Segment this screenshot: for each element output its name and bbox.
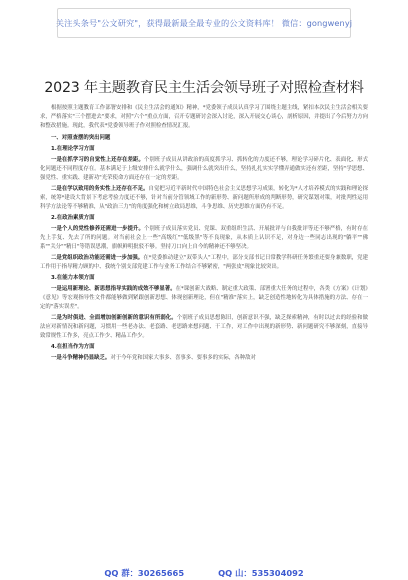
paragraph-lead: 一是个人的党性修养还需进一步提升。 (51, 226, 144, 232)
body-paragraph (40, 225, 368, 252)
subsection-heading: 2.在政治素质方面 (51, 215, 95, 221)
paragraph-lead: 二是为时俱进、全面增加创新创新的意识有所弱化。 (51, 315, 177, 321)
promo-banner-text: 关注头条号"公文研究"，获得最新最全最专业的公文资料库！ 微信：gongwenyj (55, 17, 353, 28)
paragraph-text: 在*党委推动建立"双带头人"工程中，部分支部书记日常教学科研任务繁重还要身兼数职，党建工作用于指导精力顾的中、我统个别支部党建工作与业务工作结合不够紧密，"两张皮"现象比较突出。 (40, 255, 368, 270)
paragraph-lead: 一是在抓学习的自觉性上还存在差距。 (51, 157, 144, 163)
body-paragraph (40, 104, 368, 131)
body-paragraph (40, 314, 368, 341)
paragraph-lead: 二是在学以致用的务实性上还存在不足。 (51, 186, 149, 192)
document-body (40, 104, 368, 365)
body-paragraph (40, 254, 368, 272)
paragraph-text: 自觉把习近平新时代中国特色社会主义思想学习成果，转化为*人才培养模式的实践和理论探索，统筹*建设大背景下考虑考验力度还不够，针对当前分管领域工作的新形势、新问题所形成的判断形势，研究谋划对策，对批判性运用科学方法论等不够精准，从"政治三力"的角度强化和树立政局思维，斗争思维、历史思维方面仍有不足。 (40, 186, 368, 210)
bottom-contact-bar (0, 566, 408, 580)
body-paragraph (40, 285, 368, 312)
body-paragraph (40, 185, 368, 212)
subsection-heading: 1.在理论学习方面 (51, 146, 95, 152)
paragraph-text: 对于今年党和国家大事多、喜事多、要事多的实际，各种敌对 (110, 355, 256, 361)
subsection-heading: 3.在能力本领方面 (51, 275, 95, 281)
qq-group-1: QQ 群：30265665 (104, 568, 185, 578)
promo-banner (57, 8, 351, 38)
section-heading: 一、对照查摆的突出问题 (51, 135, 111, 141)
paragraph-text: 在*课创新大战略、制定重大政策、部署重大任务的过程中，各类《方案》《计划》《意见》等宏观指导性文件都能够做到紧跟创新思想、体现创新理论，但在"精准"落实上，缺乏创造性地转化为具体措施的方法、存在一定的"落实误差"。 (40, 286, 368, 310)
paragraph-text: 根据按照主题教育工作部署安排和《民主生活会的通知》精神，*党委领子成员认真学习了围绕主题主线，紧扣本次民主生活会相关要求，严格落实"三个摆进去"要求，对照"六个"重点方面，召开专题研讨会深入讨论，深入开展交心谈心，剖析原因，并提出了今后努力方向和整改措施。现此，我代表*党委领导班子作对照检查情况汇报。 (40, 105, 368, 129)
qq-group-2: QQ 山：535304092 (218, 568, 304, 578)
body-paragraph (40, 354, 368, 363)
body-paragraph (40, 156, 368, 183)
document-title: 2023 年主题教育民主生活会领导班子对照检查材料 (44, 80, 364, 96)
paragraph-text: 个别班子成员落实党员、党课、双重组织生活、开展批评与自我批评等还不够严格，有时存在先上手复、先去了所的问题。对当前社会上一些"高级红""低级黑"等不良现象，从本质上认识不足，对身边一些同志出现的"躺平""佛系""关分""精日"等错误思潮，旗帜鲜明批驳不够。坚持刀口向上自今的精神还不够坚决。 (40, 226, 368, 250)
paragraph-lead: 一是运用新理论、新思想指导实践的成效不够显著。 (51, 286, 176, 292)
paragraph-text: 个别班子成员思想陈旧，创新意识不强，缺乏探索精神，有时以过去的经验和做法应对新情况和新问题，习惯用一些老办法、老套路、老思路来想问题、干工作，对工作中出现的新形势、新问题研究不够深刻，直接导致常规性工作多，亮点工作少、精品工作少。 (40, 315, 368, 339)
paragraph-text: 个别班子成员从讲政治的高度抓学习、抓转化的力度还不够，理论学习碎片化、表面化、形式化问题还不同程度存在。基本满足于上级安排什么就学什么，强调什么就突出什么，坚持扎扎实实学懂弄通做实还有差距，坚持"学思想、强党性、重实践、建新功"光荣使命方面还存在一定的差距。 (40, 157, 368, 181)
subsection-heading: 4.在担当作为方面 (51, 344, 95, 350)
paragraph-lead: 一是斗争精神仍显缺乏。 (51, 355, 111, 361)
paragraph-lead: 二是党组织政治功能还需进一步加强。 (51, 255, 144, 261)
